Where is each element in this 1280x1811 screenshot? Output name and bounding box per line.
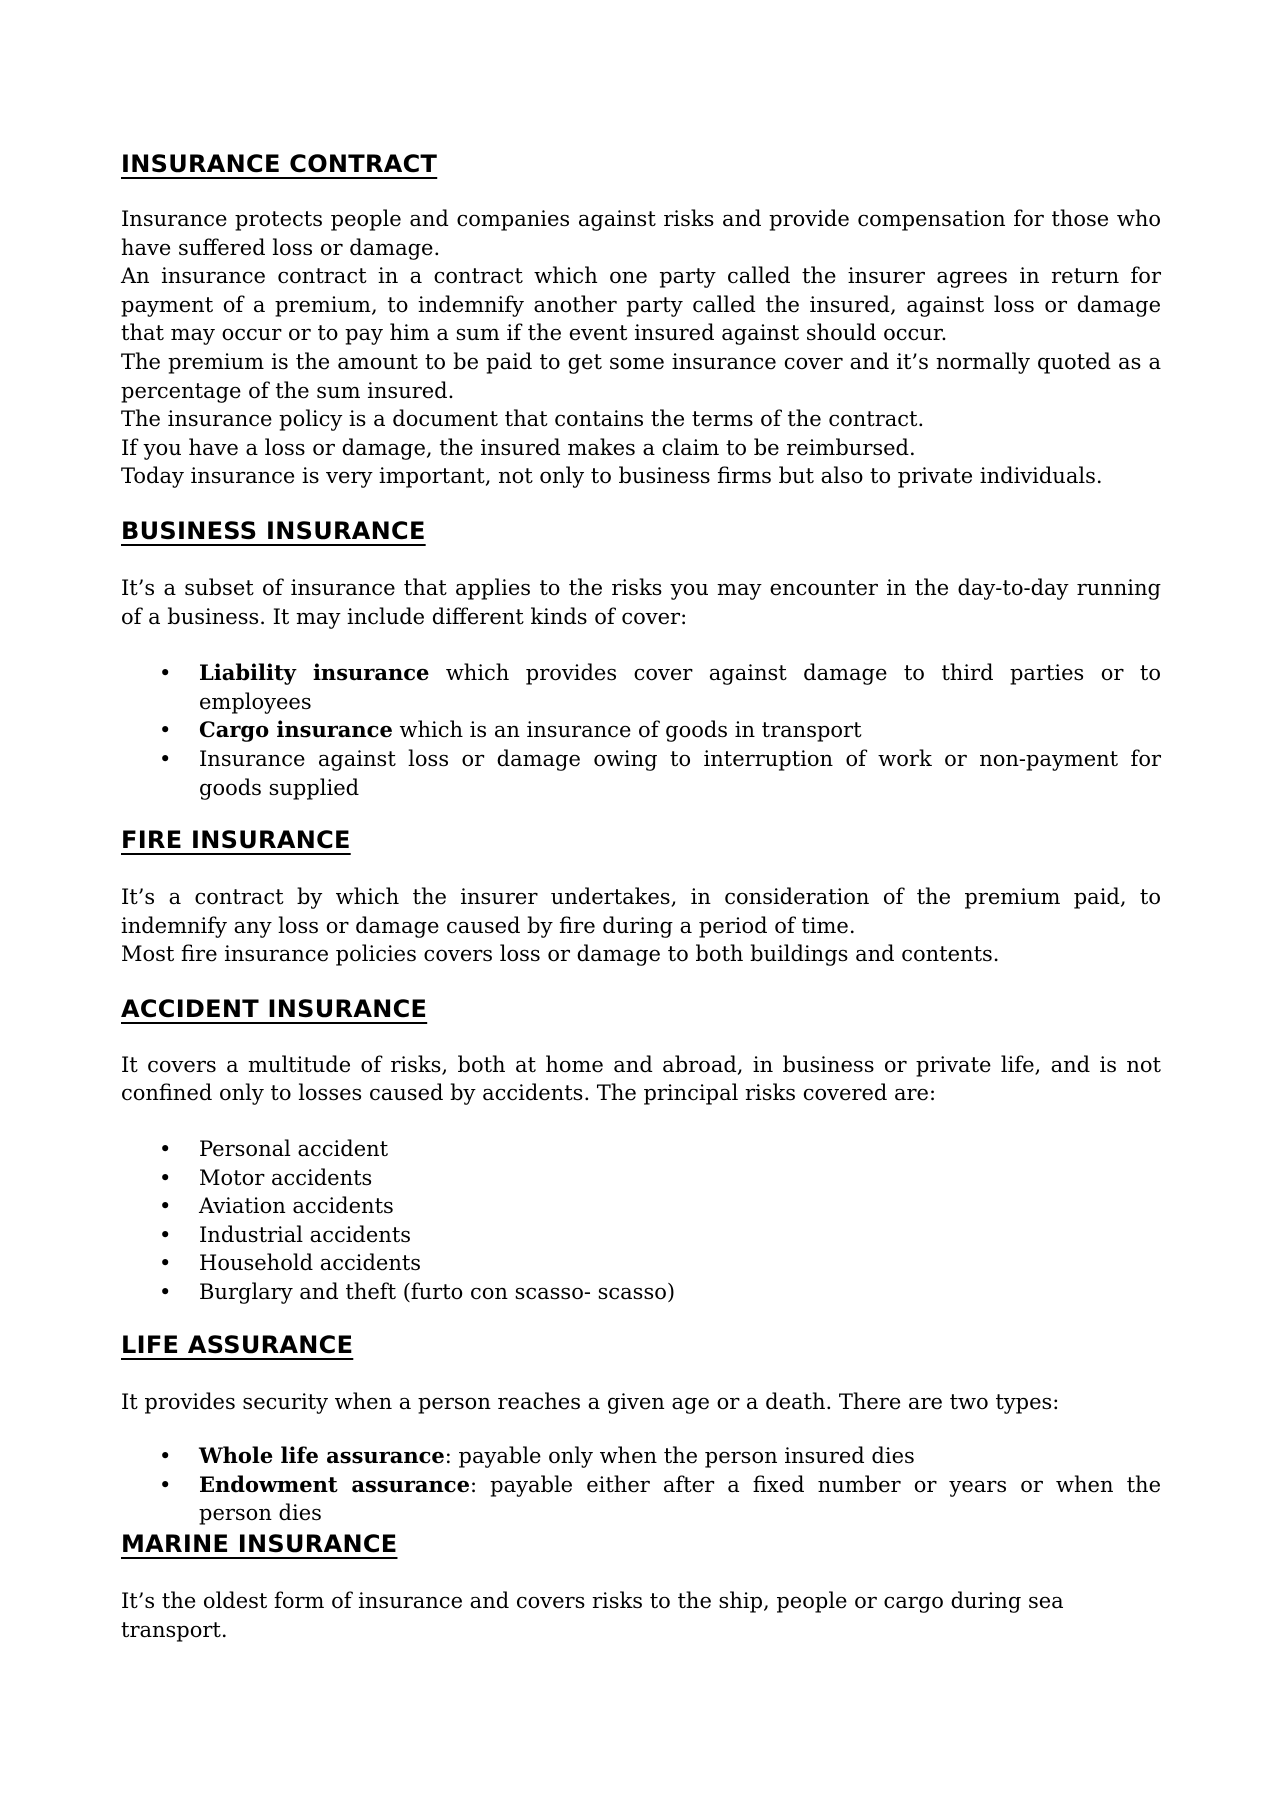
bullet: • xyxy=(159,1444,172,1469)
paragraph: It’s a subset of insurance that applies to the risks you may encounter in the day-to-day running of a business. It may include different kinds of cover: xyxy=(121,575,1161,629)
list-item xyxy=(121,1278,1161,1307)
bullet: • xyxy=(159,718,172,743)
list-item xyxy=(121,1135,1161,1164)
section-title-fire-insurance: FIRE INSURANCE xyxy=(121,826,351,855)
bullet: • xyxy=(159,746,172,771)
section-body-insurance-contract xyxy=(121,205,1161,491)
paragraph: Today insurance is very important, not only to business firms but also to private individuals. xyxy=(121,464,1103,489)
paragraph: It’s the oldest form of insurance and covers risks to the ship, people or cargo during sea transport. xyxy=(121,1589,1064,1642)
list-item-text: which is an insurance of goods in transport xyxy=(392,718,862,743)
section-title-insurance-contract: INSURANCE CONTRACT xyxy=(121,150,438,178)
section-body-marine-insurance xyxy=(121,1587,1161,1644)
list-item-text: : payable either after a fixed number or years or when the person dies xyxy=(199,1472,1162,1526)
list-item xyxy=(121,1442,1161,1471)
bullet: • xyxy=(159,1472,172,1497)
section-body-fire-insurance xyxy=(121,883,1161,969)
paragraph: If you have a loss or damage, the insured makes a claim to be reimbursed. xyxy=(121,435,916,460)
section-body-business-insurance xyxy=(121,574,1161,802)
list-item-text: which provides cover against damage to third parties or to employees xyxy=(199,661,1161,714)
bullet: • xyxy=(159,1165,172,1190)
bullet: • xyxy=(159,1137,172,1162)
list-item xyxy=(121,745,1161,802)
bullet: • xyxy=(159,661,172,686)
list-item-term: Whole life assurance xyxy=(199,1443,445,1469)
list-item xyxy=(121,1164,1161,1193)
list-item-text: Household accidents xyxy=(199,1251,422,1276)
section-title-marine-insurance: MARINE INSURANCE xyxy=(121,1530,398,1558)
risks-list xyxy=(121,1135,1161,1307)
paragraph: Most fire insurance policies covers loss or damage to both buildings and contents. xyxy=(121,942,1000,967)
bullet: • xyxy=(159,1222,172,1247)
cover-types-list xyxy=(121,659,1161,802)
list-item xyxy=(121,1192,1161,1221)
paragraph: It provides security when a person reaches a given age or a death. There are two types: xyxy=(121,1389,1060,1414)
section-body-life-assurance xyxy=(121,1388,1161,1528)
list-item-text: Burglary and theft (furto con scasso- scasso) xyxy=(199,1280,676,1305)
list-item-text: Personal accident xyxy=(199,1137,389,1162)
section-title-accident-insurance: ACCIDENT INSURANCE xyxy=(121,994,428,1023)
paragraph: It covers a multitude of risks, both at home and abroad, in business or private life, and is not confined only to losses caused by accidents. The principal risks covered are: xyxy=(121,1052,1161,1106)
assurance-types-list xyxy=(121,1442,1161,1528)
list-item-term: Endowment assurance xyxy=(199,1471,470,1497)
section-body-accident-insurance xyxy=(121,1051,1161,1307)
list-item-term: Liability insurance xyxy=(199,660,430,686)
list-item xyxy=(121,1471,1161,1528)
list-item-text: Insurance against loss or damage owing to interruption of work or non-payment for goods supplied xyxy=(199,746,1161,800)
paragraph: The insurance policy is a document that contains the terms of the contract. xyxy=(121,407,925,432)
section-title-life-assurance: LIFE ASSURANCE xyxy=(121,1330,354,1359)
paragraph: An insurance contract in a contract which one party called the insurer agrees in return for payment of a premium, to indemnify another party called the insured, against loss or damage that may occur or to pay him a sum if the event insured against should occur. xyxy=(121,264,1161,346)
list-item-text: Motor accidents xyxy=(199,1165,373,1190)
list-item xyxy=(121,1249,1161,1278)
bullet: • xyxy=(159,1280,172,1305)
bullet: • xyxy=(159,1194,172,1219)
document-page xyxy=(121,148,1161,1644)
list-item-text: Industrial accidents xyxy=(199,1222,412,1247)
list-item-term: Cargo insurance xyxy=(199,717,393,743)
list-item xyxy=(121,1221,1161,1250)
paragraph: Insurance protects people and companies against risks and provide compensation for those who have suffered loss or damage. xyxy=(121,207,1161,260)
list-item xyxy=(121,659,1161,716)
list-item xyxy=(121,716,1161,745)
bullet: • xyxy=(159,1251,172,1276)
list-item-text: : payable only when the person insured dies xyxy=(444,1444,915,1469)
section-title-business-insurance: BUSINESS INSURANCE xyxy=(121,516,426,545)
paragraph: It’s a contract by which the insurer undertakes, in consideration of the premium paid, to indemnify any loss or damage caused by fire during a period of time. xyxy=(121,885,1161,938)
paragraph: The premium is the amount to be paid to get some insurance cover and it’s normally quoted as a percentage of the sum insured. xyxy=(121,349,1161,403)
list-item-text: Aviation accidents xyxy=(199,1194,394,1219)
